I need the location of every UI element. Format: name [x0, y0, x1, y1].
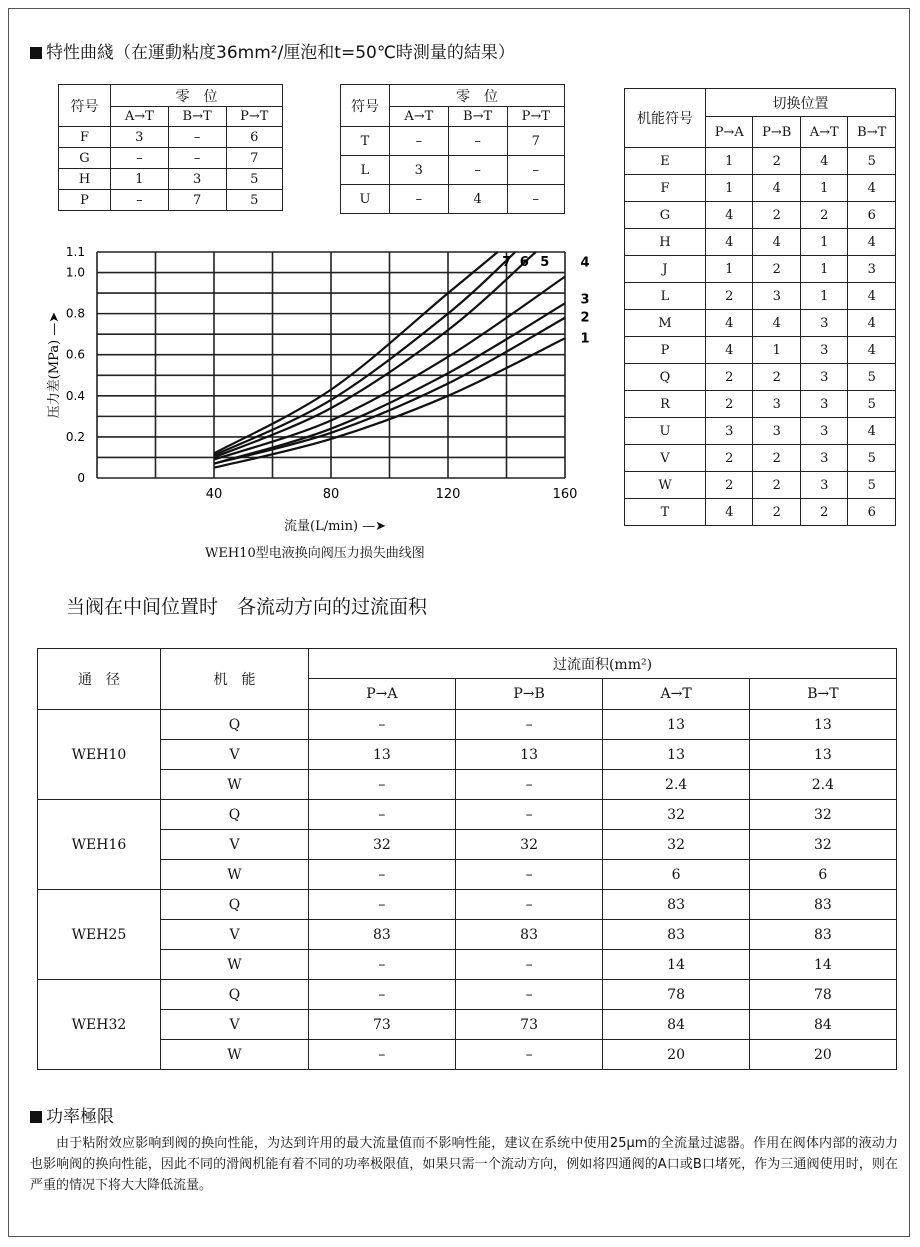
bore-cell: WEH32 — [38, 980, 161, 1070]
cell: 2 — [753, 499, 801, 526]
table-row — [625, 337, 896, 364]
series-label-6: 6 — [519, 255, 529, 270]
row-symbol: U — [625, 418, 706, 445]
cell: 83 — [749, 920, 896, 950]
cell: 2 — [801, 202, 848, 229]
cell: 83 — [603, 890, 749, 920]
series-label-5: 5 — [540, 255, 550, 270]
cell: – — [455, 980, 603, 1010]
cell: – — [455, 800, 603, 830]
y-tick-label: 0.4 — [65, 388, 85, 403]
header-symbol: 符号 — [59, 85, 111, 127]
cell: 1 — [801, 175, 848, 202]
cell: 13 — [309, 740, 456, 770]
column-header: B→T — [448, 107, 507, 127]
table-row — [38, 830, 897, 860]
cell: 13 — [603, 710, 749, 740]
table-row — [38, 890, 897, 920]
y-tick-label: 0.6 — [65, 347, 85, 362]
row-symbol: R — [625, 391, 706, 418]
cell: 20 — [603, 1040, 749, 1070]
cell: 13 — [749, 740, 896, 770]
cell: – — [309, 950, 456, 980]
cell: 4 — [706, 499, 753, 526]
chart-xlabel: 流量(L/min) —➤ — [284, 519, 387, 534]
cell: 2 — [706, 445, 753, 472]
cell: 4 — [706, 202, 753, 229]
cell: 4 — [753, 310, 801, 337]
cell: 3 — [753, 283, 801, 310]
cell: 84 — [749, 1010, 896, 1040]
zero-position-table-1 — [58, 84, 283, 211]
section-title-power-limit: 功率極限 — [30, 1102, 114, 1127]
row-symbol: T — [625, 499, 706, 526]
cell: 1 — [706, 256, 753, 283]
column-header: A→T — [390, 107, 449, 127]
cell: 3 — [801, 391, 848, 418]
cell: 6 — [226, 127, 282, 148]
cell: – — [507, 156, 564, 185]
table-row — [625, 391, 896, 418]
column-header: B→T — [848, 117, 896, 148]
cell: – — [390, 185, 449, 214]
cell: 2 — [753, 472, 801, 499]
column-header: P→T — [507, 107, 564, 127]
row-symbol: F — [59, 127, 111, 148]
function-cell: V — [161, 830, 309, 860]
table-row — [38, 800, 897, 830]
cell: 84 — [603, 1010, 749, 1040]
flow-area-table — [37, 648, 897, 1070]
cell: 2 — [753, 148, 801, 175]
cell: 5 — [848, 445, 896, 472]
cell: 3 — [801, 445, 848, 472]
cell: 3 — [168, 169, 226, 190]
function-cell: W — [161, 860, 309, 890]
cell: – — [390, 127, 449, 156]
cell: 3 — [801, 418, 848, 445]
cell: 83 — [455, 920, 603, 950]
cell: 13 — [603, 740, 749, 770]
column-header: P→A — [309, 679, 456, 710]
cell: 4 — [448, 185, 507, 214]
column-header: B→T — [749, 679, 896, 710]
switch-position-table — [624, 88, 896, 526]
series-label-7: 7 — [502, 255, 512, 270]
cell: – — [111, 148, 169, 169]
cell: 2.4 — [603, 770, 749, 800]
cell: 2.4 — [749, 770, 896, 800]
cell: – — [309, 1040, 456, 1070]
cell: 20 — [749, 1040, 896, 1070]
cell: 3 — [753, 418, 801, 445]
cell: – — [309, 860, 456, 890]
row-symbol: J — [625, 256, 706, 283]
table-row — [625, 148, 896, 175]
cell: 4 — [753, 175, 801, 202]
function-cell: Q — [161, 890, 309, 920]
table-row — [625, 283, 896, 310]
cell: – — [455, 950, 603, 980]
cell: 6 — [603, 860, 749, 890]
table-row — [38, 1040, 897, 1070]
bore-cell: WEH16 — [38, 800, 161, 890]
function-cell: V — [161, 920, 309, 950]
table-row — [38, 710, 897, 740]
table-row — [59, 190, 283, 211]
cell: 1 — [801, 256, 848, 283]
cell: – — [168, 127, 226, 148]
table-row — [38, 950, 897, 980]
cell: 6 — [848, 499, 896, 526]
row-symbol: T — [341, 127, 390, 156]
bullet-square-icon — [30, 47, 42, 59]
table-row — [38, 770, 897, 800]
column-header: P→B — [753, 117, 801, 148]
function-cell: W — [161, 770, 309, 800]
cell: – — [111, 190, 169, 211]
cell: 83 — [749, 890, 896, 920]
table-row — [625, 202, 896, 229]
cell: 2 — [753, 202, 801, 229]
cell: 1 — [706, 148, 753, 175]
cell: 13 — [455, 740, 603, 770]
column-header: B→T — [168, 107, 226, 127]
cell: 78 — [749, 980, 896, 1010]
cell: 1 — [706, 175, 753, 202]
header-function-symbol: 机能符号 — [625, 89, 706, 148]
column-header: A→T — [603, 679, 749, 710]
function-cell: Q — [161, 710, 309, 740]
header-switch-position: 切换位置 — [706, 89, 896, 117]
cell: 5 — [848, 472, 896, 499]
table-row — [341, 185, 565, 214]
cell: 3 — [753, 391, 801, 418]
table-row — [625, 229, 896, 256]
cell: – — [455, 710, 603, 740]
cell: 4 — [848, 418, 896, 445]
cell: – — [448, 127, 507, 156]
cell: – — [455, 890, 603, 920]
cell: 4 — [706, 229, 753, 256]
function-cell: Q — [161, 980, 309, 1010]
table-row — [625, 310, 896, 337]
cell: 2 — [706, 472, 753, 499]
cell: 1 — [801, 283, 848, 310]
cell: 83 — [309, 920, 456, 950]
row-symbol: U — [341, 185, 390, 214]
cell: – — [309, 770, 456, 800]
cell: 3 — [801, 337, 848, 364]
table-row — [625, 364, 896, 391]
cell: 2 — [706, 391, 753, 418]
row-symbol: L — [341, 156, 390, 185]
cell: – — [168, 148, 226, 169]
table-row — [625, 499, 896, 526]
cell: – — [309, 800, 456, 830]
section-title-characteristic-curves: 特性曲綫（在運動粘度36mm²/厘泡和t=50℃時測量的結果） — [30, 38, 515, 63]
table-row — [38, 740, 897, 770]
column-header: P→B — [455, 679, 603, 710]
series-label-4: 4 — [580, 255, 590, 271]
cell: 3 — [848, 256, 896, 283]
cell: 3 — [801, 310, 848, 337]
row-symbol: M — [625, 310, 706, 337]
cell: 4 — [848, 175, 896, 202]
y-tick-label: 0 — [77, 471, 85, 485]
function-cell: V — [161, 740, 309, 770]
row-symbol: Q — [625, 364, 706, 391]
cell: 2 — [706, 364, 753, 391]
header-symbol: 符号 — [341, 85, 390, 127]
header-function: 机 能 — [161, 649, 309, 710]
cell: – — [448, 156, 507, 185]
cell: 7 — [507, 127, 564, 156]
table-row — [38, 980, 897, 1010]
row-symbol: V — [625, 445, 706, 472]
column-header: P→A — [706, 117, 753, 148]
table-row — [59, 169, 283, 190]
function-cell: V — [161, 1010, 309, 1040]
cell: 3 — [801, 472, 848, 499]
cell: 14 — [603, 950, 749, 980]
cell: 2 — [753, 445, 801, 472]
table-row — [59, 127, 283, 148]
cell: 4 — [848, 283, 896, 310]
cell: 5 — [848, 364, 896, 391]
table-row — [341, 127, 565, 156]
table-row — [341, 156, 565, 185]
cell: 4 — [848, 310, 896, 337]
cell: 4 — [706, 310, 753, 337]
table-row — [38, 920, 897, 950]
y-tick-label: 1.0 — [65, 265, 85, 280]
table-row — [38, 1010, 897, 1040]
row-symbol: P — [625, 337, 706, 364]
series-label-3: 3 — [580, 292, 590, 308]
y-tick-label: 0.8 — [65, 306, 85, 321]
bore-cell: WEH10 — [38, 710, 161, 800]
cell: 32 — [603, 830, 749, 860]
row-symbol: W — [625, 472, 706, 499]
flow-area-heading: 当阀在中间位置时 各流动方向的过流面积 — [66, 596, 428, 618]
cell: 5 — [226, 190, 282, 211]
cell: 3 — [390, 156, 449, 185]
column-header: A→T — [111, 107, 169, 127]
cell: 32 — [455, 830, 603, 860]
row-symbol: G — [625, 202, 706, 229]
cell: 6 — [848, 202, 896, 229]
table-row — [625, 472, 896, 499]
function-cell: Q — [161, 800, 309, 830]
cell: 73 — [455, 1010, 603, 1040]
cell: 83 — [603, 920, 749, 950]
cell: 2 — [801, 499, 848, 526]
cell: 4 — [848, 229, 896, 256]
zero-position-table-2 — [340, 84, 565, 214]
series-line-6 — [214, 252, 515, 455]
cell: 6 — [749, 860, 896, 890]
cell: 1 — [111, 169, 169, 190]
cell: 5 — [226, 169, 282, 190]
table-row — [625, 418, 896, 445]
cell: 3 — [111, 127, 169, 148]
row-symbol: F — [625, 175, 706, 202]
function-cell: W — [161, 950, 309, 980]
row-symbol: P — [59, 190, 111, 211]
cell: 14 — [749, 950, 896, 980]
y-tick-label: 0.2 — [65, 429, 85, 444]
cell: – — [455, 770, 603, 800]
cell: – — [455, 860, 603, 890]
series-label-2: 2 — [580, 310, 590, 326]
cell: 13 — [749, 710, 896, 740]
cell: 2 — [753, 256, 801, 283]
function-cell: W — [161, 1040, 309, 1070]
cell: 3 — [801, 364, 848, 391]
cell: 32 — [749, 830, 896, 860]
cell: 4 — [848, 337, 896, 364]
cell: 32 — [603, 800, 749, 830]
cell: – — [309, 890, 456, 920]
bore-cell: WEH25 — [38, 890, 161, 980]
header-bore: 通 径 — [38, 649, 161, 710]
x-tick-label: 160 — [552, 487, 578, 502]
row-symbol: H — [625, 229, 706, 256]
chart-title: WEH10型电液换向阀压力损失曲线图 — [205, 546, 425, 561]
header-zero-position: 零 位 — [390, 85, 565, 107]
row-symbol: H — [59, 169, 111, 190]
cell: 32 — [749, 800, 896, 830]
cell: – — [455, 1040, 603, 1070]
row-symbol: E — [625, 148, 706, 175]
table-row — [38, 860, 897, 890]
cell: 78 — [603, 980, 749, 1010]
table-row — [625, 175, 896, 202]
cell: 4 — [801, 148, 848, 175]
cell: 2 — [753, 364, 801, 391]
cell: 1 — [753, 337, 801, 364]
row-symbol: G — [59, 148, 111, 169]
table-row — [625, 445, 896, 472]
cell: 73 — [309, 1010, 456, 1040]
row-symbol: L — [625, 283, 706, 310]
cell: 5 — [848, 391, 896, 418]
table-row — [625, 256, 896, 283]
table-row — [59, 148, 283, 169]
cell: 32 — [309, 830, 456, 860]
power-limit-paragraph: 由于粘附效应影响到阀的换向性能，为达到许用的最大流量值而不影响性能，建议在系统中使用25μm的全流量过滤器。作用在阀体内部的液动力也影响阀的换向性能，因此不同的滑阀机能有着不同的功率极限值，如果只需一个流动方向，例如将四通阀的A口或B口堵死，作为三通阀使用时，则在严重的情况下将大大降低流量。 — [30, 1136, 898, 1193]
series-label-1: 1 — [580, 331, 590, 347]
header-zero-position: 零 位 — [111, 85, 283, 107]
cell: 7 — [168, 190, 226, 211]
cell: 1 — [801, 229, 848, 256]
cell: 3 — [706, 418, 753, 445]
column-header: A→T — [801, 117, 848, 148]
cell: 7 — [226, 148, 282, 169]
cell: 4 — [753, 229, 801, 256]
x-tick-label: 40 — [205, 487, 223, 502]
cell: 2 — [706, 283, 753, 310]
cell: 5 — [848, 148, 896, 175]
y-tick-label: 1.1 — [65, 245, 85, 259]
cell: – — [507, 185, 564, 214]
y-axis-label: 压力差(MPa) —➤ — [47, 311, 62, 419]
x-tick-label: 80 — [322, 487, 340, 502]
cell: 4 — [706, 337, 753, 364]
column-header: P→T — [226, 107, 282, 127]
bullet-square-icon — [30, 1111, 42, 1123]
x-tick-label: 120 — [435, 487, 461, 502]
cell: – — [309, 980, 456, 1010]
cell: – — [309, 710, 456, 740]
header-flow-area: 过流面积(mm²) — [309, 649, 897, 679]
